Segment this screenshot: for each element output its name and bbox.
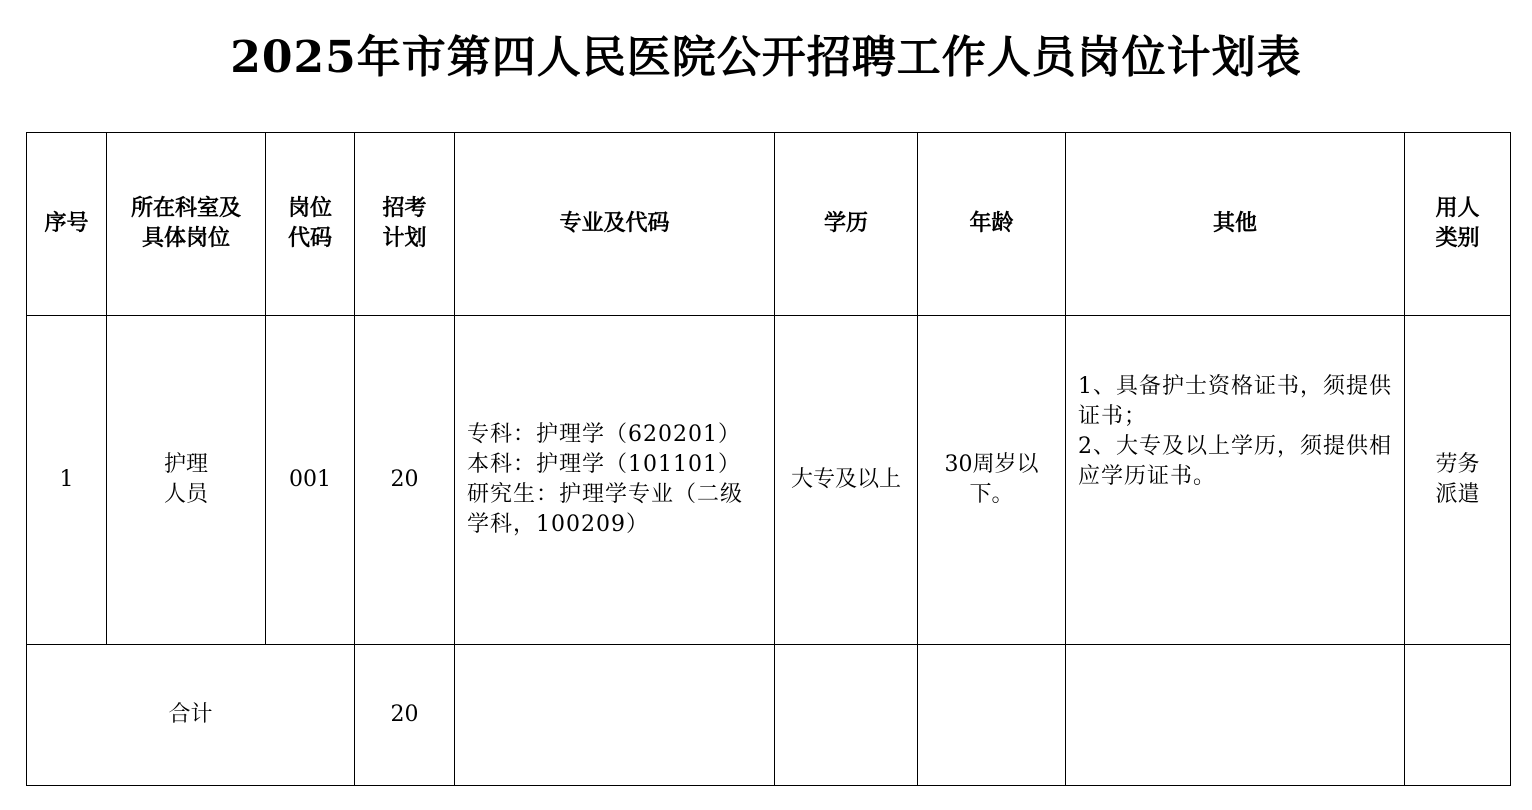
cell-other: 1、具备护士资格证书，须提供证书； 2、大专及以上学历，须提供相应学历证书。 [1066, 316, 1405, 645]
cell-age: 30周岁以下。 [918, 316, 1066, 645]
cell-type: 劳务 派遣 [1405, 316, 1511, 645]
header-code: 岗位 代码 [266, 133, 355, 316]
recruitment-plan-table [26, 132, 1511, 786]
total-empty-other [1066, 645, 1405, 786]
total-label: 合计 [27, 645, 355, 786]
cell-seq: 1 [27, 316, 107, 645]
cell-major: 专科：护理学（620201） 本科：护理学（101101） 研究生：护理学专业（二级学科，100209） [455, 316, 775, 645]
cell-plan: 20 [355, 316, 455, 645]
total-plan: 20 [355, 645, 455, 786]
cell-dept: 护理 人员 [107, 316, 266, 645]
header-other: 其他 [1066, 133, 1405, 316]
header-major: 专业及代码 [455, 133, 775, 316]
header-seq: 序号 [27, 133, 107, 316]
total-empty-major [455, 645, 775, 786]
header-type: 用人 类别 [1405, 133, 1511, 316]
page-title: 2025年市第四人民医院公开招聘工作人员岗位计划表 [230, 32, 1302, 83]
total-row [27, 645, 1511, 786]
cell-edu: 大专及以上 [775, 316, 918, 645]
total-empty-age [918, 645, 1066, 786]
table-row [27, 316, 1511, 645]
total-empty-edu [775, 645, 918, 786]
cell-code: 001 [266, 316, 355, 645]
header-edu: 学历 [775, 133, 918, 316]
header-dept: 所在科室及 具体岗位 [107, 133, 266, 316]
header-plan: 招考 计划 [355, 133, 455, 316]
total-empty-type [1405, 645, 1511, 786]
header-row [27, 133, 1511, 316]
header-age: 年龄 [918, 133, 1066, 316]
